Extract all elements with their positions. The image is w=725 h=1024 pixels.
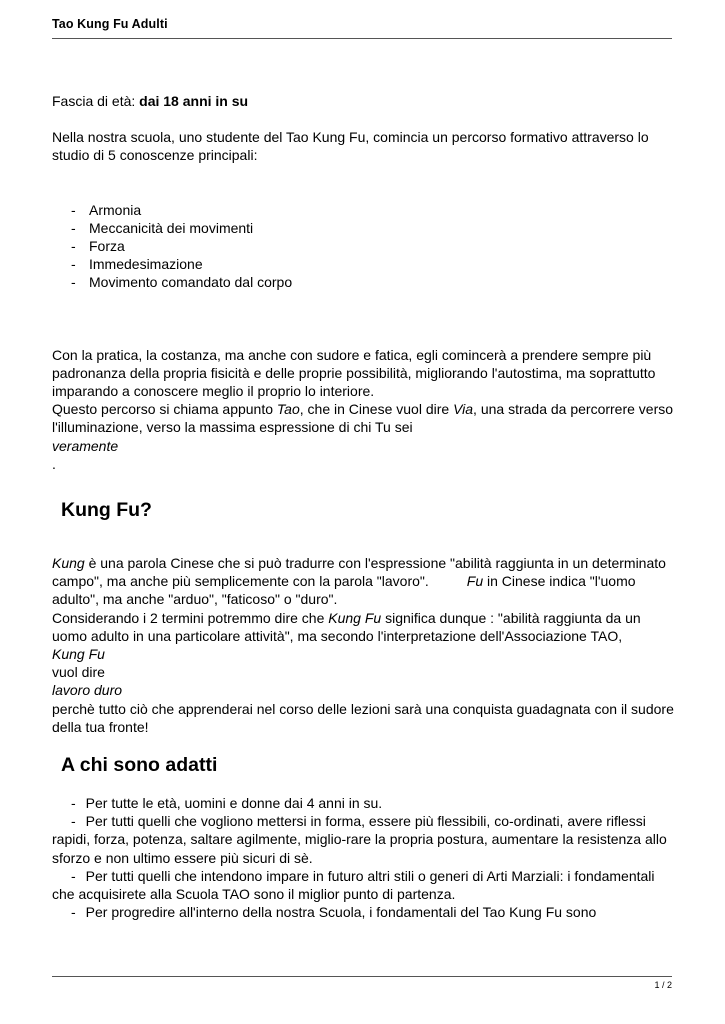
document-body [52,92,677,922]
age-label: Fascia di età: [52,93,140,109]
list-item: - Per tutte le età, uomini e donne dai 4 anni in su. [71,795,383,812]
list-item: - Meccanicità dei movimenti [52,219,677,237]
list-item: - Per progredire all'interno della nostra Scuola, i fondamentali del Tao Kung Fu sono [71,904,597,921]
page-header [52,15,672,39]
list-item: - Armonia [52,201,677,219]
page-number: 1 / 2 [654,980,672,990]
age-value: dai 18 anni in su [139,93,249,109]
header-title: Tao Kung Fu Adulti [52,17,168,31]
section-heading-adatti: A chi sono adatti [61,754,218,777]
list-item: - Per tutti quelli che vogliono mettersi in forma, essere più flessibili, co-ordinati, avere riflessi rapidi, forza, potenza, saltare agilmente, miglio-rare la propria postura, aumentare la resistenza allo sforzo e non ultimo essere più sicuri di sè. [52,813,667,866]
page-footer [52,976,672,990]
list-item: - Forza [52,237,677,255]
list-item: - Per tutti quelli che intendono impare in futuro altri stili o generi di Arti Marziali: i fondamentali che acquisirete alla Scuola TAO sono il miglior punto di partenza. [52,867,655,903]
list-item: - Movimento comandato dal corpo [52,273,677,291]
path-paragraph: Questo percorso si chiama appunto Tao, che in Cinese vuol dire Via, una strada da percorrere verso l'illuminazione, verso la massima espressione di chi Tu sei veramente . [52,401,674,472]
knowledge-list [52,201,677,292]
practice-paragraph: Con la pratica, la costanza, ma anche con sudore e fatica, egli comincerà a prendere sempre più padronanza della propria fisicità e delle proprie possibilità, migliorando l'autostima, ma soprattutto imparando a conoscere meglio il proprio lo interiore. [52,346,656,400]
list-item: - Immedesimazione [52,255,677,273]
kungfu-paragraph: Kung è una parola Cinese che si può tradurre con l'espressione "abilità raggiunta in un determinato campo", ma anche più semplicemente con la parola "lavoro". Fu in Cinese indica "l'uomo adulto", ma anche "arduo", "faticoso" o "duro". Considerando i 2 termini potremmo dire che Kung Fu significa dunque : "abilità raggiunta da un uomo adulto in una particolare attività", ma secondo l'interpretazione dell'Associazione TAO, Kung Fu vuol dire lavoro duro perchè tutto ciò che apprenderai nel corso delle lezioni sarà una conquista guadagnata con il sudore della tua fronte! [52,555,674,735]
section-heading-kungfu: Kung Fu? [61,499,152,522]
age-range [52,92,677,110]
intro-paragraph: Nella nostra scuola, uno studente del Tao Kung Fu, comincia un percorso formativo attraverso lo studio di 5 conoscenze principali: [52,129,649,164]
